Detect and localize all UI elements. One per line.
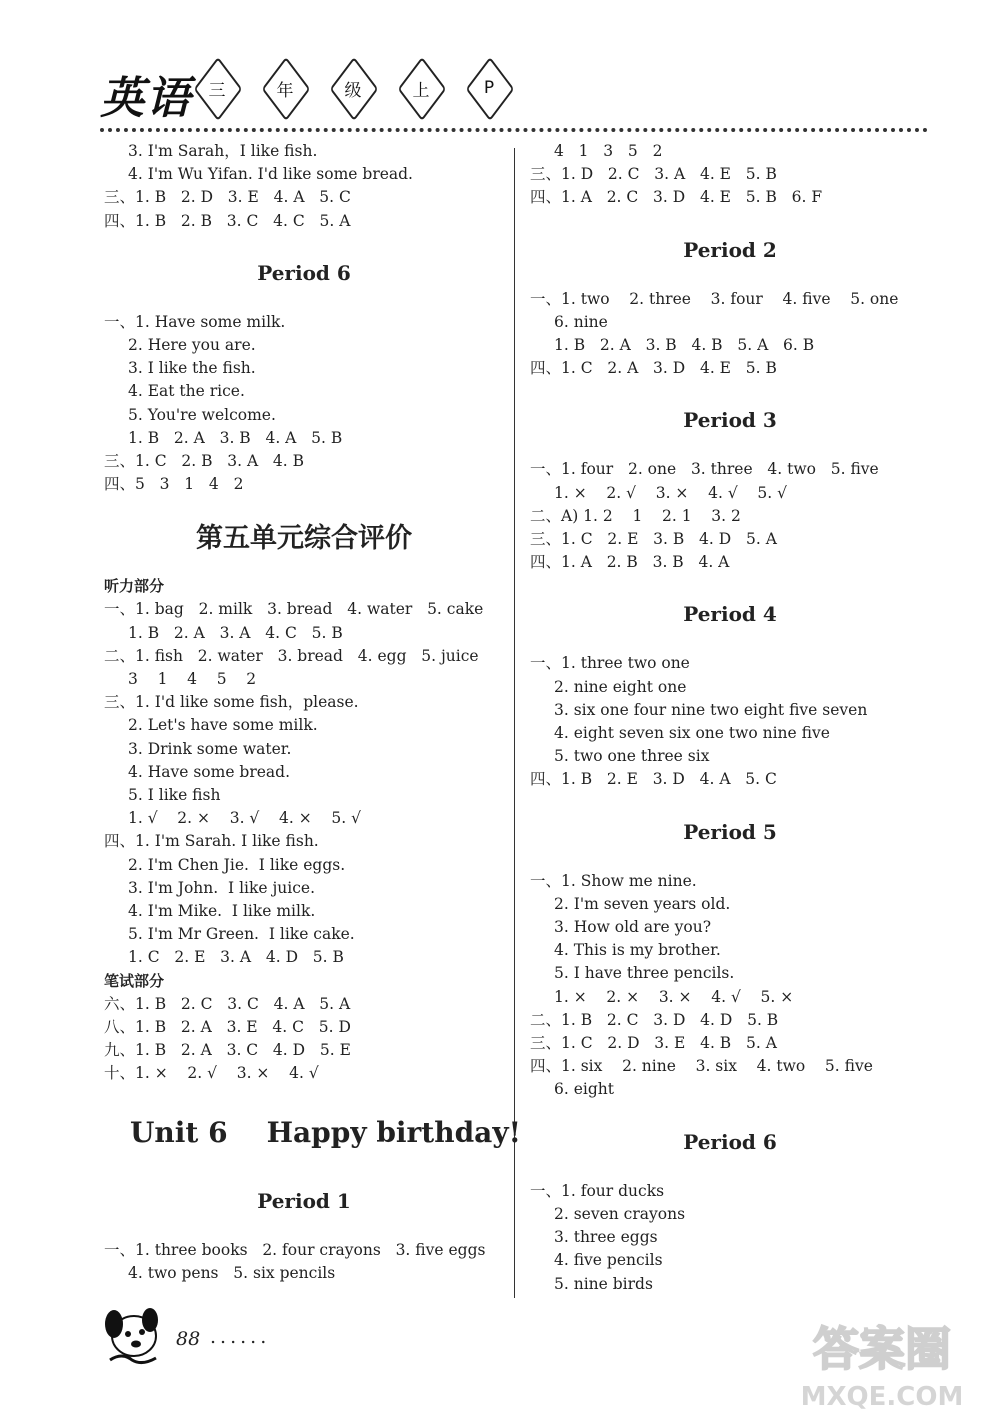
- answer-line: 3. I'm John. I like juice.: [128, 878, 315, 897]
- answer-line: 3. Drink some water.: [128, 739, 292, 758]
- answer-line: 2. nine eight one: [554, 677, 687, 696]
- watermark-text-top: 答案圈: [813, 1322, 951, 1376]
- badge-text: 年: [276, 80, 294, 101]
- answer-line: 1. B 2. A 3. A 4. C 5. B: [128, 623, 343, 642]
- grade-badge: [254, 66, 316, 110]
- review-title: 第五单元综合评价: [196, 523, 412, 555]
- answer-line: 四、1. I'm Sarah. I like fish.: [104, 832, 319, 851]
- answer-line: 5. You're welcome.: [128, 405, 276, 424]
- answer-line: 5. I'm Mr Green. I like cake.: [128, 925, 355, 944]
- answer-line: 2. I'm Chen Jie. I like eggs.: [128, 855, 346, 874]
- answer-line: 二、1. B 2. C 3. D 4. D 5. B: [530, 1010, 779, 1029]
- answer-line: 一、1. Show me nine.: [530, 871, 697, 890]
- answer-line: 2. Let's have some milk.: [128, 716, 318, 735]
- grade-badge: [458, 66, 520, 110]
- answer-line: 3. three eggs: [554, 1228, 658, 1247]
- answer-line: 4. Eat the rice.: [128, 382, 245, 401]
- puppy-mascot-icon: [98, 1298, 168, 1368]
- answer-line: 三、1. I'd like some fish，please.: [104, 693, 359, 712]
- answer-line: 九、1. B 2. A 3. C 4. D 5. E: [104, 1041, 351, 1060]
- answer-line: 2. seven crayons: [554, 1204, 686, 1223]
- answer-line: 四、1. A 2. C 3. D 4. E 5. B 6. F: [530, 188, 823, 207]
- subject-title: 英语: [100, 73, 192, 124]
- right-column: [530, 140, 930, 1296]
- answer-line: 三、1. B 2. D 3. E 4. A 5. C: [104, 188, 351, 207]
- answer-line: 一、1. four ducks: [530, 1181, 665, 1200]
- unit-title: Unit 6 Happy birthday!: [130, 1115, 521, 1149]
- grade-badges: [186, 66, 520, 110]
- answer-line: 一、1. two 2. three 3. four 4. five 5. one: [530, 289, 899, 308]
- answer-line: 1. B 2. A 3. B 4. B 5. A 6. B: [554, 336, 815, 355]
- answer-line: 一、1. four 2. one 3. three 4. two 5. five: [530, 460, 879, 479]
- page-footer: [98, 1298, 298, 1368]
- left-column: [104, 140, 521, 1285]
- answer-line: 四、1. B 2. E 3. D 4. A 5. C: [530, 770, 777, 789]
- answer-line: 四、1. A 2. B 3. B 4. A: [530, 553, 730, 572]
- period-title: Period 2: [683, 237, 777, 262]
- answer-line: 1. √ 2. × 3. √ 4. × 5. √: [128, 809, 362, 828]
- badge-text: 级: [344, 80, 362, 101]
- answer-line: 十、1. × 2. √ 3. × 4. √: [104, 1064, 319, 1083]
- header-divider: [100, 128, 928, 132]
- page-dots: ......: [210, 1326, 271, 1348]
- answer-line: 5. nine birds: [554, 1274, 653, 1293]
- answer-line: 3 1 4 5 2: [128, 670, 257, 689]
- answer-line: 5. I like fish: [128, 786, 221, 805]
- answer-line: 1. × 2. √ 3. × 4. √ 5. √: [554, 483, 788, 502]
- page-number: 88: [176, 1328, 201, 1350]
- answer-line: 三、1. C 2. E 3. B 4. D 5. A: [530, 530, 777, 549]
- answer-line: 6. eight: [554, 1080, 614, 1099]
- period-title: Period 6: [257, 260, 351, 285]
- answer-line: 三、1. C 2. D 3. E 4. B 5. A: [530, 1034, 777, 1053]
- answer-line: 3. six one four nine two eight five seven: [554, 700, 868, 719]
- watermark-logo-icon: [782, 1310, 982, 1415]
- grade-badge: [322, 66, 384, 110]
- answer-line: 5. two one three six: [554, 747, 710, 766]
- answer-line: 4. two pens 5. six pencils: [128, 1263, 336, 1282]
- answer-line: 1. C 2. E 3. A 4. D 5. B: [128, 948, 344, 967]
- answer-line: 4. Have some bread.: [128, 762, 291, 781]
- section-heading: 听力部分: [104, 577, 165, 596]
- page-header: [100, 60, 930, 130]
- grade-badge: [390, 66, 452, 110]
- answer-line: 三、1. C 2. B 3. A 4. B: [104, 452, 305, 471]
- period-title: Period 5: [683, 819, 777, 844]
- answer-line: 一、1. three books 2. four crayons 3. five eggs: [104, 1240, 486, 1259]
- answer-line: 4. eight seven six one two nine five: [554, 724, 830, 743]
- answer-line: 4. I'm Wu Yifan. I'd like some bread.: [128, 165, 413, 184]
- answer-line: 四、1. C 2. A 3. D 4. E 5. B: [530, 359, 777, 378]
- answer-line: 四、5 3 1 4 2: [104, 475, 244, 494]
- answer-line: 一、1. Have some milk.: [104, 312, 286, 331]
- answer-line: 二、A) 1. 2 1 2. 1 3. 2: [530, 506, 741, 525]
- answer-line: 一、1. three two one: [530, 654, 690, 673]
- answer-line: 5. I have three pencils.: [554, 964, 735, 983]
- answer-line: 四、1. six 2. nine 3. six 4. two 5. five: [530, 1057, 873, 1076]
- period-title: Period 3: [683, 408, 777, 433]
- answer-line: 1. × 2. × 3. × 4. √ 5. ×: [554, 987, 794, 1006]
- grade-badge: [186, 66, 248, 110]
- answer-line: 三、1. D 2. C 3. A 4. E 5. B: [530, 165, 777, 184]
- answer-line: 3. How old are you?: [554, 918, 712, 937]
- watermark-text-bottom: MXQE.COM: [800, 1382, 964, 1412]
- answer-line: 4. I'm Mike. I like milk.: [128, 902, 316, 921]
- answer-line: 1. B 2. A 3. B 4. A 5. B: [128, 428, 343, 447]
- answer-line: 二、1. fish 2. water 3. bread 4. egg 5. juice: [104, 646, 479, 665]
- answer-line: 八、1. B 2. A 3. E 4. C 5. D: [104, 1017, 351, 1036]
- answer-line: 四、1. B 2. B 3. C 4. C 5. A: [104, 211, 351, 230]
- period-title: Period 4: [683, 602, 777, 627]
- answer-line: 六、1. B 2. C 3. C 4. A 5. A: [104, 994, 351, 1013]
- answer-line: 4. five pencils: [554, 1251, 663, 1270]
- badge-text: P: [483, 78, 495, 98]
- badge-text: 三: [208, 80, 226, 101]
- answer-line: 3. I like the fish.: [128, 359, 256, 378]
- answer-line: 2. I'm seven years old.: [554, 894, 731, 913]
- answer-line: 4. This is my brother.: [554, 941, 721, 960]
- answer-line: 2. Here you are.: [128, 336, 256, 355]
- answer-line: 4 1 3 5 2: [554, 142, 663, 160]
- period-title: Period 6: [683, 1129, 777, 1154]
- answer-line: 一、1. bag 2. milk 3. bread 4. water 5. cake: [104, 600, 484, 619]
- period-title: Period 1: [257, 1188, 351, 1213]
- answer-line: 3. I'm Sarah，I like fish.: [128, 142, 318, 160]
- section-heading: 笔试部分: [104, 971, 165, 990]
- badge-text: 上: [412, 80, 430, 101]
- answer-line: 6. nine: [554, 312, 608, 331]
